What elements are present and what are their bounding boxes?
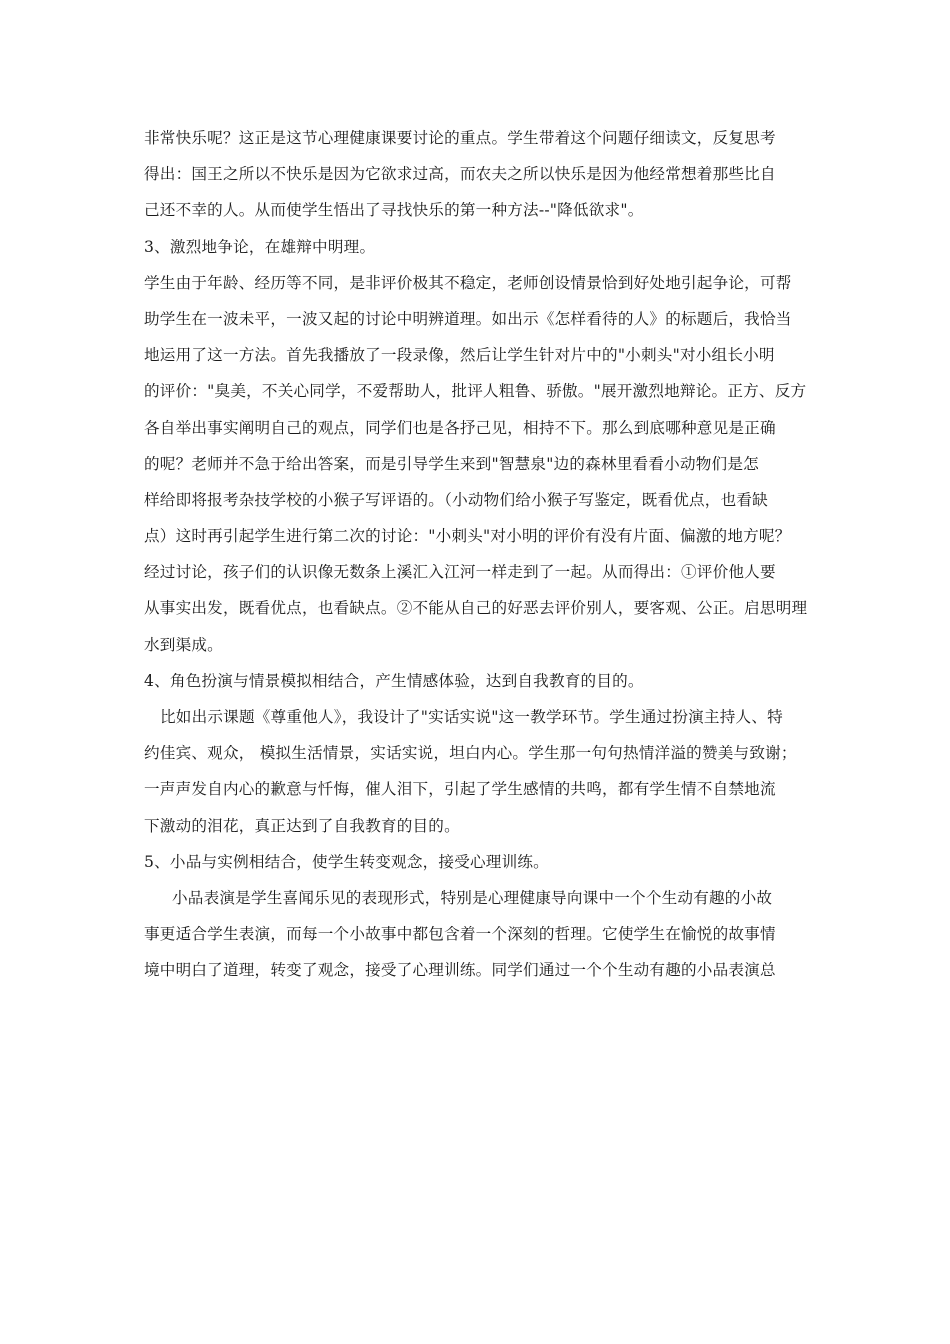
text-line: 样给即将报考杂技学校的小猴子写评语的。（小动物们给小猴子写鉴定，既看优点，也看缺 — [144, 490, 768, 509]
text-line: 经过讨论，孩子们的认识像无数条上溪汇入江河一样走到了一起。从而得出：①评价他人要 — [144, 563, 776, 582]
text-line: 的评价："臭美，不关心同学，不爱帮助人，批评人粗鲁、骄傲。"展开激烈地辩论。正方、反方 — [144, 382, 807, 401]
section-heading-3: 3、激烈地争论，在雄辩中明理。 — [144, 237, 376, 256]
text-line: 约佳宾、观众， 模拟生活情景，实话实说，坦白内心。学生那一句句热情洋溢的赞美与致谢； — [144, 744, 797, 763]
text-line: 非常快乐呢？这正是这节心理健康课要讨论的重点。学生带着这个问题仔细读文，反复思考 — [144, 129, 776, 147]
text-line: 得出：国王之所以不快乐是因为它欲求过高，而农夫之所以快乐是因为他经常想着那些比自 — [144, 165, 776, 184]
text-line: 助学生在一波未平，一波又起的讨论中明辨道理。如出示《怎样看待的人》的标题后，我恰当 — [144, 309, 792, 328]
document-body — [144, 120, 824, 989]
text-line: 各自举出事实阐明自己的观点，同学们也是各抒己见，相持不下。那么到底哪种意见是正确 — [144, 418, 776, 437]
text-line: 境中明白了道理，转变了观念，接受了心理训练。同学们通过一个个生动有趣的小品表演总 — [144, 961, 776, 980]
text-line: 水到渠成。 — [144, 635, 223, 654]
text-line: 己还不幸的人。从而使学生悟出了寻找快乐的第一种方法--"降低欲求"。 — [144, 201, 644, 220]
text-line: 一声声发自内心的歉意与忏悔，催人泪下，引起了学生感情的共鸣，都有学生情不自禁地流 — [144, 780, 776, 799]
section-heading-5: 5、小品与实例相结合，使学生转变观念，接受心理训练。 — [144, 852, 549, 871]
text-line: 比如出示课题《尊重他人》，我设计了"实话实说"这一教学环节。学生通过扮演主持人、特 — [160, 708, 783, 726]
text-line: 地运用了这一方法。首先我播放了一段录像，然后让学生针对片中的"小刺头"对小组长小明 — [144, 346, 775, 365]
text-line: 学生由于年龄、经历等不同，是非评价极其不稳定，老师创设情景恰到好处地引起争论，可帮 — [144, 273, 792, 292]
text-line: 事更适合学生表演，而每一个小故事中都包含着一个深刻的哲理。它使学生在愉悦的故事情 — [144, 925, 776, 944]
text-line: 的呢？老师并不急于给出答案，而是引导学生来到"智慧泉"边的森林里看看小动物们是怎 — [144, 454, 759, 473]
text-line: 小品表演是学生喜闻乐见的表现形式，特别是心理健康导向课中一个个生动有趣的小故 — [172, 888, 773, 907]
text-line: 从事实出发，既看优点，也看缺点。②不能从自己的好恶去评价别人，要客观、公正。启思明理 — [144, 599, 808, 618]
text-line: 点）这时再引起学生进行第二次的讨论："小刺头"对小明的评价有没有片面、偏激的地方呢？ — [144, 527, 791, 546]
section-heading-4: 4、角色扮演与情景模拟相结合，产生情感体验，达到自我教育的目的。 — [144, 671, 644, 690]
text-line: 下激动的泪花，真正达到了自我教育的目的。 — [144, 816, 460, 835]
